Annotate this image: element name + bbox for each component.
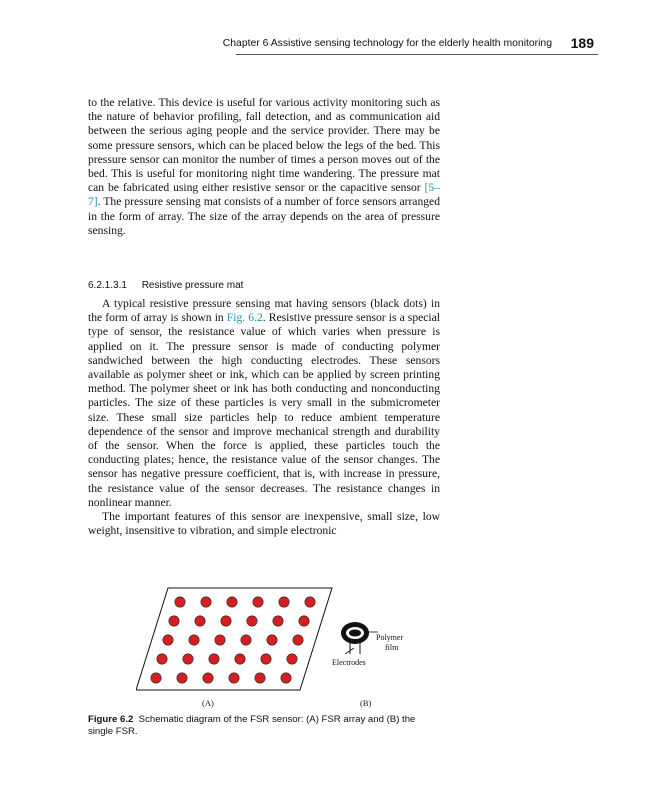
label-a: (A) [202,698,214,708]
sensor-dot [201,597,211,607]
sensor-dot [253,597,263,607]
running-header [88,36,598,56]
electrodes-label: Electrodes [332,658,366,667]
header-rule [236,54,598,55]
sensor-dot [163,635,173,645]
sensor-dot [241,635,251,645]
figure-reference-link[interactable]: Fig. 6.2 [226,311,263,325]
section-title: Resistive pressure mat [141,280,244,291]
paragraph-3-text: The important features of this sensor are inexpensive, small size, low weight, insensitive to vibration, and simple electronic [88,510,440,538]
paragraph-1 [88,96,440,238]
sensor-dot [267,635,277,645]
page-number: 189 [570,35,594,51]
sensor-dot [299,616,309,626]
figure-caption [88,714,440,738]
fsr-center [349,630,361,637]
sensor-dot [293,635,303,645]
paragraph-1-text-b: . The pressure sensing mat consists of a number of force sensors arranged in the form of array. The size of the array depends on the area of pressure sensing. [88,195,440,237]
sensor-dot [203,673,213,683]
sensor-dot [189,635,199,645]
section-heading [88,280,243,291]
polymer-label-1: Polymer [376,633,404,642]
sensor-dot [247,616,257,626]
paragraph-2-text-b: . Resistive pressure sensor is a special type of sensor, the resistance value of which varies when pressure is applied on it. The pressure sensor is made of conducting polymer sandwiched between the high conducting electrodes. These sensors available as polymer sheet or ink, which can be applied by screen printing method. The polymer sheet or ink has both conducting and nonconducting particles. The size of these particles is very small in the submicrometer size. These small size particles help to reduce ambient temperature dependence of the sensor and improve mechanical strength and durability of the sensor. When the force is applied, these particles touch the conducting plates; hence, the resistance value of the sensor changes. The sensor has negative pressure coefficient, that is, with increase in pressure, the resistance value of the sensor decreases. The resistance changes in nonlinear manner. [88,311,440,509]
label-b: (B) [360,698,372,708]
caption-label: Figure 6.2 [88,714,134,725]
citation-link[interactable]: [5–7] [88,181,440,209]
sensor-dot [273,616,283,626]
sensor-dot [195,616,205,626]
sensor-dot [235,654,245,664]
sensor-dot [209,654,219,664]
sensor-dot [183,654,193,664]
caption-text: Schematic diagram of the FSR sensor: (A) FSR array and (B) the single FSR. [88,714,416,737]
paragraph-2 [88,297,440,538]
sensor-dot [215,635,225,645]
paragraph-2-text-a: A typical resistive pressure sensing mat having sensors (black dots) in the form of array is shown in [88,297,440,325]
sensor-dot [281,673,291,683]
paragraph-3 [88,510,440,538]
sensor-dot [169,616,179,626]
header-chapter-title: Chapter 6 Assistive sensing technology for the elderly health monitoring [222,38,552,49]
polymer-label-2: film [385,643,399,652]
sensor-dot [177,673,187,683]
single-fsr-diagram [332,622,403,667]
sensor-dot-grid [151,597,315,683]
paragraph-1-text-a: to the relative. This device is useful for various activity monitoring such as the nature of behavior profiling, fall detection, and as communication aid between the serious aging people and the service provider. There may be some pressure sensors, which can be placed below the legs of the bed. This pressure sensor can monitor the number of times a person moves out of the bed. This is useful for monitoring night time wandering. The pressure mat can be fabricated using either resistive sensor or the capacitive sensor [88,96,440,195]
sensor-dot [305,597,315,607]
sensor-dot [151,673,161,683]
sensor-dot [261,654,271,664]
sensor-dot [255,673,265,683]
sensor-dot [157,654,167,664]
sensor-dot [175,597,185,607]
sensor-dot [221,616,231,626]
sensor-dot [287,654,297,664]
sensor-dot [279,597,289,607]
sensor-dot [227,597,237,607]
sensor-dot [229,673,239,683]
section-number: 6.2.1.3.1 [88,280,127,291]
figure-6-2 [136,584,426,710]
